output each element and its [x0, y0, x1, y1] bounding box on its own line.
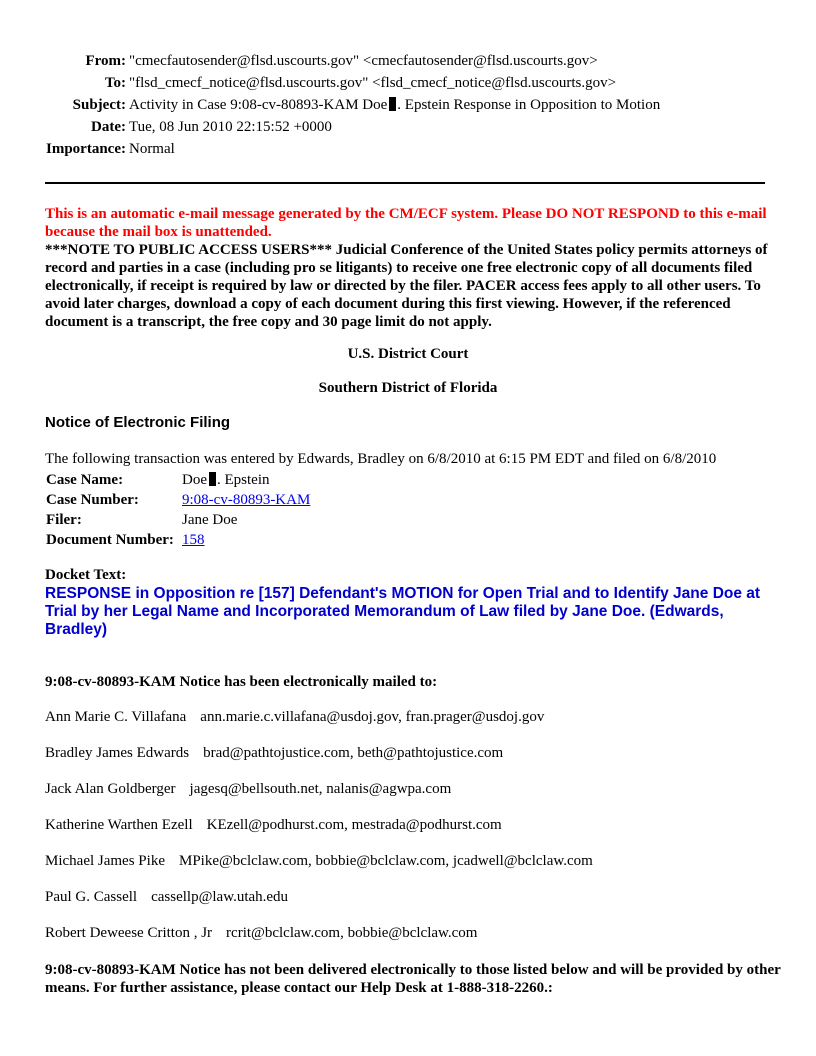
case-info-table [45, 470, 312, 550]
electronically-mailed-heading: 9:08-cv-80893-KAM Notice has been electronically mailed to: [45, 674, 438, 690]
subject-text-end: . Epstein Response in Opposition to Motion [397, 97, 661, 113]
from-value: "cmecfautosender@flsd.uscourts.gov" <cmecfautosender@flsd.uscourts.gov> [128, 53, 598, 69]
email-header [46, 50, 660, 160]
subject-value [129, 94, 660, 116]
recipient-name: Katherine Warthen Ezell [45, 817, 193, 833]
case-name-value [181, 470, 312, 490]
case-number-link[interactable]: 9:08-cv-80893-KAM [182, 492, 311, 508]
nef-title: Notice of Electronic Filing [45, 414, 231, 431]
recipient-row [45, 745, 503, 762]
case-name-end: . Epstein [217, 472, 270, 488]
case-number-row [45, 490, 312, 510]
recipient-emails: brad@pathtojustice.com, beth@pathtojustice.com [203, 745, 504, 761]
header-divider [45, 182, 765, 184]
auto-message-warning: This is an automatic e-mail message generated by the CM/ECF system. Please DO NOT RESPOND to this e-mail because the mail box is unattended. [45, 206, 767, 240]
transaction-text: The following transaction was entered by Edwards, Bradley on 6/8/2010 at 6:15 PM EDT and filed on 6/8/2010 [45, 451, 717, 467]
recipient-row [45, 709, 544, 726]
recipient-row [45, 781, 451, 798]
redaction-box [389, 97, 396, 111]
header-date-row [46, 116, 660, 138]
subject-label: Subject: [72, 97, 126, 113]
to-label: To: [104, 75, 126, 91]
document-number-cell [181, 530, 312, 550]
docket-text: RESPONSE in Opposition re [157] Defendant's MOTION for Open Trial and to Identify Jane Doe at Trial by her Legal Name and Incorporated Memorandum of Law filed by Jane Doe. (Edwards, Bradley) [45, 585, 761, 638]
recipient-name: Robert Deweese Critton , Jr [45, 925, 213, 941]
document-number-row [45, 530, 312, 550]
not-delivered-heading: 9:08-cv-80893-KAM Notice has not been delivered electronically to those listed below and will be provided by other means. For further assistance, please contact our Help Desk at 1-888-318-2260.: [45, 962, 781, 996]
case-number-label: Case Number: [46, 492, 139, 508]
docket-text-label: Docket Text: [45, 567, 127, 583]
case-name-start: Doe [182, 472, 207, 488]
court-district: Southern District of Florida [318, 380, 498, 396]
recipient-emails: cassellp@law.utah.edu [151, 889, 289, 905]
importance-value: Normal [128, 141, 175, 157]
header-importance-row [46, 138, 660, 160]
header-subject-row [46, 94, 660, 116]
recipient-emails: rcrit@bclclaw.com, bobbie@bclclaw.com [226, 925, 478, 941]
recipient-emails: jagesq@bellsouth.net, nalanis@agwpa.com [189, 781, 452, 797]
case-number-cell [181, 490, 312, 510]
date-label: Date: [91, 119, 126, 135]
filer-label: Filer: [46, 512, 82, 528]
recipient-emails: ann.marie.c.villafana@usdoj.gov, fran.prager@usdoj.gov [200, 709, 545, 725]
recipient-emails: KEzell@podhurst.com, mestrada@podhurst.com [206, 817, 502, 833]
date-value: Tue, 08 Jun 2010 22:15:52 +0000 [128, 119, 332, 135]
recipient-row [45, 925, 477, 942]
document-number-label: Document Number: [46, 532, 174, 548]
recipient-row [45, 817, 502, 834]
public-access-note: ***NOTE TO PUBLIC ACCESS USERS*** Judicial Conference of the United States policy permits attorneys of record and parties in a case (including pro se litigants) to receive one free electronic copy of all documents filed electronically, if receipt is required by law or directed by the filer. PACER access fees apply to all other users. To avoid later charges, download a copy of each document during this first viewing. However, if the referenced document is a transcript, the free copy and 30 page limit do not apply. [45, 242, 768, 330]
filer-row [45, 510, 312, 530]
recipient-row [45, 889, 288, 906]
importance-label: Importance: [46, 141, 126, 157]
recipient-name: Jack Alan Goldberger [45, 781, 176, 797]
document-number-link[interactable]: 158 [182, 532, 205, 548]
recipient-name: Paul G. Cassell [45, 889, 138, 905]
case-name-label: Case Name: [46, 472, 124, 488]
recipient-name: Ann Marie C. Villafana [45, 709, 187, 725]
header-to-row [46, 72, 660, 94]
recipient-emails: MPike@bclclaw.com, bobbie@bclclaw.com, jcadwell@bclclaw.com [178, 853, 593, 869]
case-name-row [45, 470, 312, 490]
to-value: "flsd_cmecf_notice@flsd.uscourts.gov" <flsd_cmecf_notice@flsd.uscourts.gov> [128, 75, 617, 91]
recipient-name: Bradley James Edwards [45, 745, 190, 761]
subject-text-start: Activity in Case 9:08-cv-80893-KAM Doe [128, 97, 388, 113]
recipient-name: Michael James Pike [45, 853, 165, 869]
from-label: From: [85, 53, 126, 69]
court-name: U.S. District Court [347, 346, 469, 362]
redaction-box [209, 472, 216, 486]
header-from-row [46, 50, 660, 72]
filer-value: Jane Doe [182, 512, 238, 528]
recipient-row [45, 853, 593, 870]
